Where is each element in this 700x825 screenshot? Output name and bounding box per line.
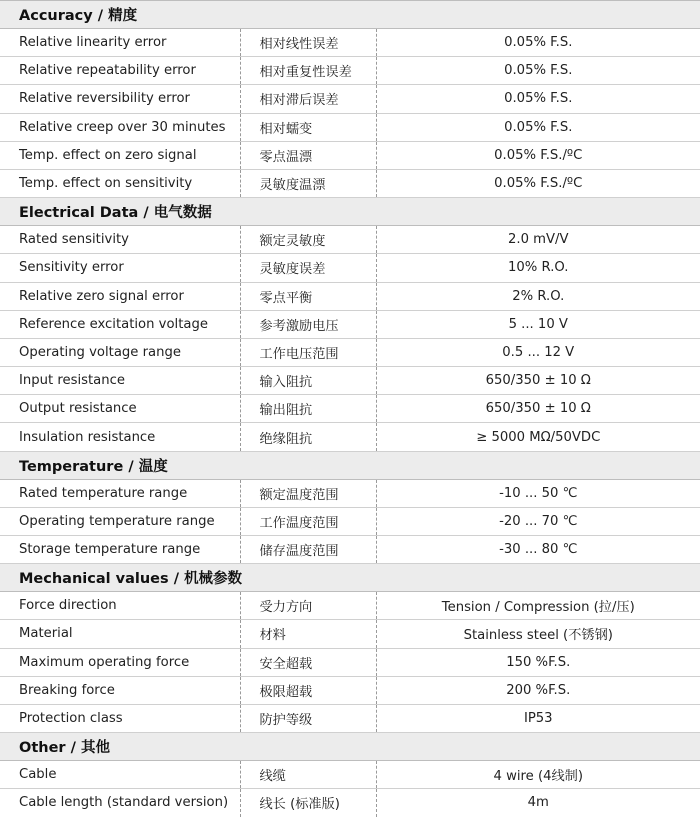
param-name-en: Operating voltage range [0, 338, 240, 366]
param-name-zh: 工作温度范围 [240, 507, 376, 535]
param-name-en: Output resistance [0, 395, 240, 423]
section-title [0, 564, 700, 592]
section-title-separator: / [123, 458, 139, 475]
param-name-en: Temp. effect on sensitivity [0, 169, 240, 197]
section-title-en: Other [19, 740, 66, 757]
param-name-zh: 额定灵敏度 [240, 226, 376, 254]
table-row [0, 367, 700, 395]
param-name-en: Relative linearity error [0, 29, 240, 57]
param-name-en: Insulation resistance [0, 423, 240, 451]
section-header-electrical-data [0, 198, 700, 226]
table-row [0, 676, 700, 704]
param-value: 0.05% F.S. [376, 113, 700, 141]
param-name-zh: 工作电压范围 [240, 338, 376, 366]
param-name-zh: 参考激励电压 [240, 310, 376, 338]
param-value: 650/350 ± 10 Ω [376, 367, 700, 395]
param-name-zh: 线长 (标准版) [240, 789, 376, 817]
param-name-en: Cable [0, 761, 240, 789]
param-name-en: Relative creep over 30 minutes [0, 113, 240, 141]
param-value: 10% R.O. [376, 254, 700, 282]
section-title-separator: / [65, 740, 81, 757]
section-title-en: Electrical Data [19, 205, 139, 222]
table-row [0, 254, 700, 282]
table-row [0, 226, 700, 254]
table-row [0, 141, 700, 169]
table-row [0, 479, 700, 507]
table-row [0, 507, 700, 535]
table-row [0, 620, 700, 648]
section-title [0, 451, 700, 479]
param-value: 4m [527, 795, 549, 811]
param-name-zh: 额定温度范围 [240, 479, 376, 507]
table-row [0, 85, 700, 113]
param-name-en: Breaking force [0, 676, 240, 704]
param-value: -20 ... 70 ℃ [376, 507, 700, 535]
table-row [0, 169, 700, 197]
section-header-mechanical-values [0, 564, 700, 592]
section-title-separator: / [138, 205, 154, 222]
section-header-temperature [0, 451, 700, 479]
table-row [0, 789, 700, 817]
section-title-separator: / [92, 8, 109, 24]
param-value: 5 ... 10 V [376, 310, 700, 338]
param-value: 0.5 ... 12 V [376, 338, 700, 366]
table-row [0, 536, 700, 564]
section-title-en: Temperature [19, 458, 124, 475]
spec-table-body [0, 1, 700, 817]
param-name-en: Relative reversibility error [0, 85, 240, 113]
param-name-zh: 零点温漂 [240, 141, 376, 169]
section-title [0, 1, 700, 29]
param-name-en: Relative zero signal error [0, 282, 240, 310]
table-row [0, 338, 700, 366]
param-name-en: Protection class [0, 704, 240, 732]
param-value: 0.05% F.S./ºC [376, 169, 700, 197]
section-title-en: Mechanical values [19, 571, 169, 588]
section-title [0, 198, 700, 226]
param-name-en: Reference excitation voltage [0, 310, 240, 338]
table-row [0, 423, 700, 451]
param-name-zh: 输入阻抗 [240, 367, 376, 395]
param-name-en: Input resistance [0, 367, 240, 395]
table-row [0, 761, 700, 789]
param-name-zh: 安全超载 [240, 648, 376, 676]
table-row [0, 57, 700, 85]
param-name-zh: 储存温度范围 [240, 536, 376, 564]
section-title-zh: 电气数据 [153, 205, 212, 222]
param-name-zh: 防护等级 [240, 704, 376, 732]
param-name-zh: 受力方向 [240, 592, 376, 620]
table-row [0, 704, 700, 732]
param-value: 0.05% F.S. [376, 57, 700, 85]
param-name-en: Force direction [0, 592, 240, 620]
param-name-zh: 线缆 [240, 761, 376, 789]
table-row [0, 113, 700, 141]
section-title-zh: 机械参数 [184, 571, 243, 588]
param-name-zh: 材料 [240, 620, 376, 648]
param-name-zh: 相对蠕变 [240, 113, 376, 141]
param-value: -10 ... 50 ℃ [376, 479, 700, 507]
param-name-en: Cable length (standard version) [0, 789, 240, 817]
param-name-en: Operating temperature range [0, 507, 240, 535]
param-name-zh: 相对重复性误差 [240, 57, 376, 85]
section-header-accuracy [0, 1, 700, 29]
table-row [0, 29, 700, 57]
param-name-en: Sensitivity error [0, 254, 240, 282]
param-value: 650/350 ± 10 Ω [376, 395, 700, 423]
table-row [0, 282, 700, 310]
param-name-en: Material [0, 620, 240, 648]
param-value: 0.05% F.S./ºC [376, 141, 700, 169]
section-title-zh: 温度 [138, 458, 168, 475]
param-name-en: Maximum operating force [0, 648, 240, 676]
param-value: ≥ 5000 MΩ/50VDC [376, 423, 700, 451]
param-name-zh: 输出阻抗 [240, 395, 376, 423]
param-name-en: Relative repeatability error [0, 57, 240, 85]
param-value: 0.05% F.S. [376, 85, 700, 113]
section-header-other [0, 733, 700, 761]
table-row [0, 592, 700, 620]
param-name-zh: 零点平衡 [240, 282, 376, 310]
table-row [0, 310, 700, 338]
param-name-en: Rated sensitivity [0, 226, 240, 254]
param-value: 150 %F.S. [376, 648, 700, 676]
section-title-separator: / [168, 571, 185, 588]
param-value: 2% R.O. [376, 282, 700, 310]
param-name-zh: 极限超载 [240, 676, 376, 704]
section-title [0, 733, 700, 761]
param-name-zh: 灵敏度温漂 [240, 169, 376, 197]
param-value: 0.05% F.S. [376, 29, 700, 57]
table-row [0, 648, 700, 676]
param-value: Tension / Compression (拉/压) [376, 592, 700, 620]
param-name-zh: 相对线性误差 [240, 29, 376, 57]
section-title-en: Accuracy [19, 8, 93, 24]
section-title-zh: 精度 [108, 8, 138, 24]
param-value: Stainless steel (不锈钢) [376, 620, 700, 648]
param-value: IP53 [376, 704, 700, 732]
table-row [0, 395, 700, 423]
param-name-en: Rated temperature range [0, 479, 240, 507]
param-name-zh: 绝缘阻抗 [240, 423, 376, 451]
param-value: -30 ... 80 ℃ [376, 536, 700, 564]
section-title-zh: 其他 [80, 740, 110, 757]
param-name-en: Storage temperature range [0, 536, 240, 564]
param-name-en: Temp. effect on zero signal [0, 141, 240, 169]
param-value: 2.0 mV/V [376, 226, 700, 254]
param-name-zh: 相对滞后误差 [240, 85, 376, 113]
param-name-zh: 灵敏度误差 [240, 254, 376, 282]
param-value: 200 %F.S. [376, 676, 700, 704]
param-value: 4 wire (4线制) [376, 761, 700, 789]
